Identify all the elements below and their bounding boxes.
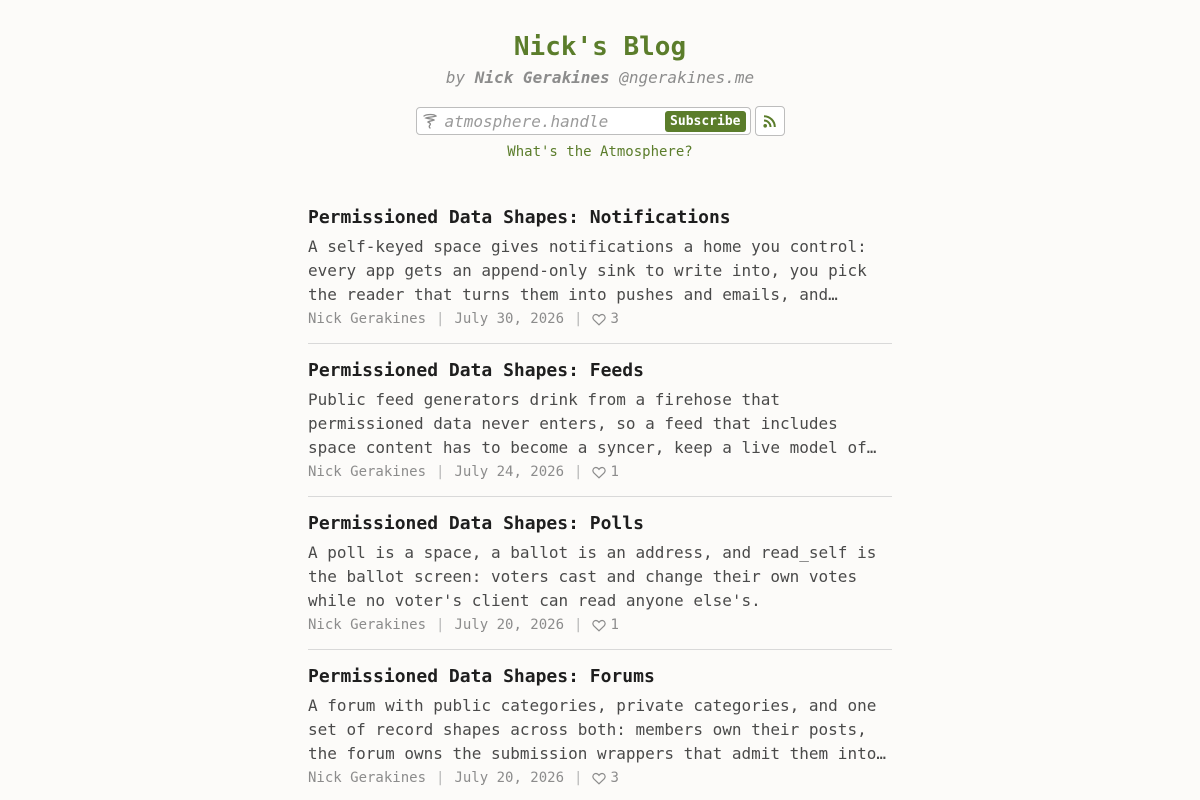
meta-separator: | xyxy=(574,464,583,480)
blog-title[interactable]: Nick's Blog xyxy=(513,32,687,62)
meta-separator: | xyxy=(574,617,583,633)
post-item xyxy=(308,344,892,497)
post-title[interactable]: Permissioned Data Shapes: Feeds xyxy=(308,360,644,381)
post-date: July 20, 2026 xyxy=(454,770,565,786)
subscribe-form xyxy=(416,107,751,135)
post-author: Nick Gerakines xyxy=(308,464,427,480)
post-excerpt: A poll is a space, a ballot is an address, and read_self is the ballot screen: voters cast and change their own votes while no voter's client can read anyone else's. xyxy=(308,543,877,610)
like-count: 1 xyxy=(610,464,619,480)
post-date: July 30, 2026 xyxy=(454,311,565,327)
post-meta xyxy=(308,615,892,635)
like-count: 3 xyxy=(610,770,619,786)
byline-handle[interactable]: @ngerakines.me xyxy=(619,68,755,87)
meta-separator: | xyxy=(436,464,445,480)
post-meta xyxy=(308,309,892,329)
post-author: Nick Gerakines xyxy=(308,617,427,633)
heart-icon[interactable] xyxy=(592,466,606,479)
meta-separator: | xyxy=(436,770,445,786)
post-author: Nick Gerakines xyxy=(308,770,427,786)
rss-button[interactable] xyxy=(755,106,785,136)
like-count: 3 xyxy=(610,311,619,327)
post-date: July 24, 2026 xyxy=(454,464,565,480)
byline-prefix: by xyxy=(445,68,466,87)
post-title[interactable]: Permissioned Data Shapes: Notifications xyxy=(308,207,731,228)
meta-separator: | xyxy=(436,311,445,327)
post-list xyxy=(308,160,892,800)
post-title[interactable]: Permissioned Data Shapes: Polls xyxy=(308,513,644,534)
heart-icon[interactable] xyxy=(592,772,606,785)
subscribe-button[interactable]: Subscribe xyxy=(665,111,745,132)
meta-separator: | xyxy=(436,617,445,633)
handle-input[interactable] xyxy=(445,112,666,131)
blog-header xyxy=(0,0,1200,160)
post-item xyxy=(308,497,892,650)
heart-icon[interactable] xyxy=(592,619,606,632)
post-excerpt: A forum with public categories, private categories, and one set of record shapes across both: members own their posts, the forum owns the submission wrappers that admit them into xyxy=(308,696,877,763)
meta-separator: | xyxy=(574,311,583,327)
storm-icon xyxy=(421,112,439,130)
meta-separator: | xyxy=(574,770,583,786)
post-item xyxy=(308,650,892,800)
post-date: July 20, 2026 xyxy=(454,617,565,633)
byline xyxy=(0,64,1200,92)
subscribe-row xyxy=(0,106,1200,136)
post-meta xyxy=(308,462,892,482)
post-author: Nick Gerakines xyxy=(308,311,427,327)
byline-author: Nick Gerakines xyxy=(474,68,610,87)
post-item xyxy=(308,195,892,344)
post-title[interactable]: Permissioned Data Shapes: Forums xyxy=(308,666,655,687)
atmosphere-link[interactable]: What's the Atmosphere? xyxy=(507,144,693,160)
heart-icon[interactable] xyxy=(592,313,606,326)
rss-icon xyxy=(763,115,776,128)
post-excerpt: Public feed generators drink from a firehose that permissioned data never enters, so a feed that includes space content has to become a syncer, keep a live model of xyxy=(308,390,867,457)
post-meta xyxy=(308,768,892,788)
like-count: 1 xyxy=(610,617,619,633)
post-excerpt: A self-keyed space gives notifications a home you control: every app gets an append-only sink to write into, you pick the reader that turns them into pushes and emails, and xyxy=(308,237,867,304)
